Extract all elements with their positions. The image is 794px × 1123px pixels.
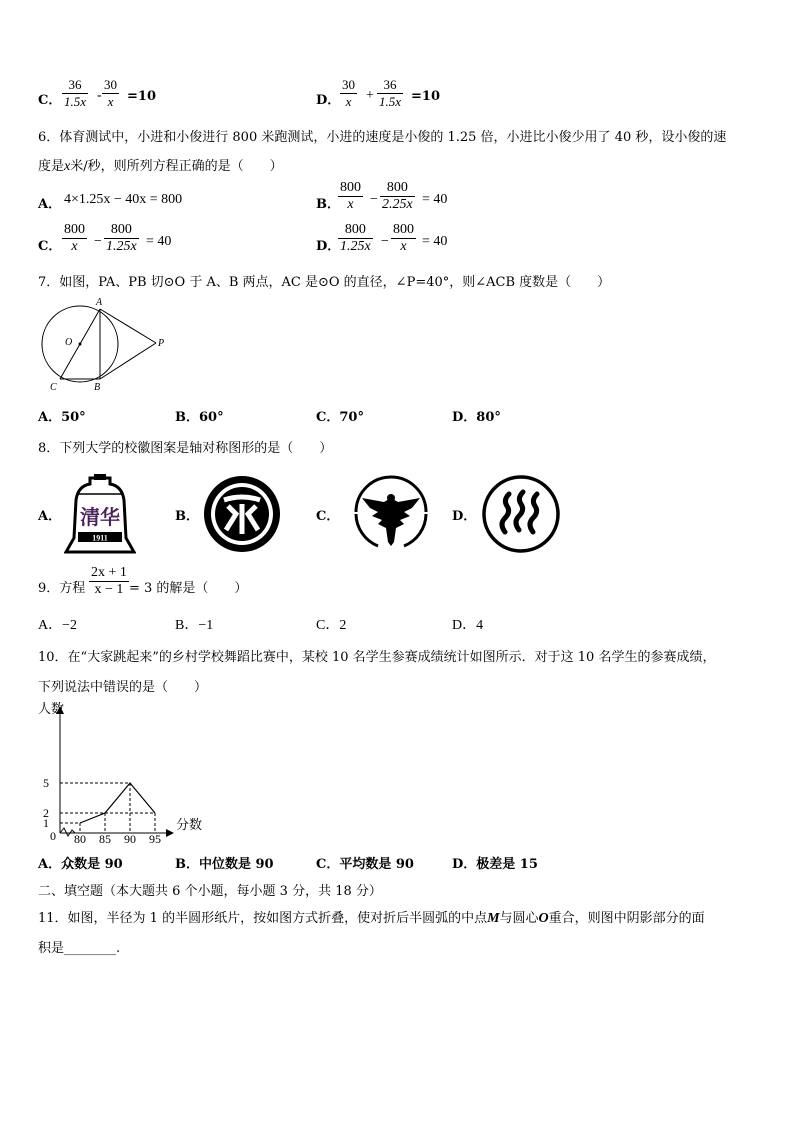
fraction-denominator: 2.25x bbox=[382, 197, 413, 212]
q11-stem-line-2: 积是________. bbox=[38, 941, 121, 956]
q6-variable: x bbox=[64, 159, 71, 174]
x-axis-arrow bbox=[166, 829, 174, 837]
q10-option-d: D．极差是 15 bbox=[452, 857, 538, 872]
x-tick-label: 85 bbox=[99, 832, 111, 846]
q10-stem-line-1: 10．在“大家跳起来”的乡村学校舞蹈比赛中，某校 10 名学生参赛成绩统计如图所示．对于这 10 名学生的参赛成绩， bbox=[38, 650, 716, 665]
q9-option-a: A．−2 bbox=[38, 618, 78, 633]
q6-c-fraction-2 bbox=[104, 222, 139, 255]
axis-break bbox=[60, 828, 75, 836]
q5-c-equals: =10 bbox=[127, 89, 156, 104]
fraction-denominator: x bbox=[71, 239, 78, 254]
q6-b-equals: = 40 bbox=[422, 192, 448, 207]
q6-option-a-expression: 4×1.25x − 40x = 800 bbox=[64, 192, 183, 207]
q9-option-c: C．2 bbox=[316, 618, 347, 633]
fraction-denominator: x bbox=[345, 94, 352, 109]
q6-option-b-label: B． bbox=[316, 197, 340, 212]
q8-option-b-label: B． bbox=[175, 509, 199, 524]
fraction-denominator: 1.5x bbox=[379, 94, 402, 109]
q9-option-b: B．−1 bbox=[175, 618, 214, 633]
label-c: C bbox=[50, 382, 57, 393]
fraction-denominator: x − 1 bbox=[94, 582, 124, 597]
y-tick-label: 2 bbox=[43, 806, 49, 820]
q5-c-minus: - bbox=[97, 88, 102, 103]
q6-b-fraction-2 bbox=[380, 180, 415, 213]
label-o: O bbox=[65, 337, 73, 348]
q7-tangent-figure bbox=[30, 293, 180, 398]
q9-prefix: 9．方程 bbox=[38, 581, 86, 596]
eagle-logo-icon bbox=[348, 472, 434, 552]
q5-option-c-label: C． bbox=[38, 93, 62, 108]
fraction-numerator: 800 bbox=[104, 222, 139, 239]
fraction-denominator: x bbox=[107, 94, 114, 109]
q8-option-c-label: C． bbox=[316, 509, 340, 524]
q8-stem: 8．下列大学的校徽图案是轴对称图形的是（ ） bbox=[38, 441, 333, 456]
q11-stem-line-1 bbox=[38, 907, 705, 927]
q7-stem: 7．如图，PA、PB 切⊙O 于 A、B 两点，AC 是⊙O 的直径，∠P=40°，则∠ACB 度数是（ ） bbox=[38, 275, 611, 290]
fraction-numerator: 30 bbox=[342, 77, 355, 92]
origin-label: 0 bbox=[50, 829, 56, 843]
fraction-numerator: 36 bbox=[377, 77, 403, 94]
q8-option-d-label: D． bbox=[452, 509, 477, 524]
fraction-numerator: 800 bbox=[380, 180, 415, 197]
fraction-numerator: 30 bbox=[104, 77, 117, 92]
q9-suffix: = 3 的解是（ ） bbox=[129, 581, 248, 596]
q6-d-fraction-2 bbox=[391, 222, 416, 255]
q6-b-minus: − bbox=[370, 192, 378, 207]
q6-stem-line-1: 6．体育测试中，小进和小俊进行 800 米跑测试，小进的速度是小俊的 1.25 倍，小进比小俊少用了 40 秒，设小俊的速 bbox=[38, 130, 727, 145]
x-tick-label: 80 bbox=[74, 832, 86, 846]
q6-stem-line-2 bbox=[38, 155, 283, 175]
fraction-numerator: 800 bbox=[64, 222, 85, 237]
q6-option-a-label: A． bbox=[38, 197, 62, 212]
label-a: A bbox=[96, 297, 103, 308]
tangent-pb bbox=[100, 343, 156, 379]
q6-stem-text: 度是 bbox=[38, 159, 65, 174]
logo-a-year: 1911 bbox=[92, 533, 108, 543]
q10-option-b: B．中位数是 90 bbox=[175, 857, 274, 872]
x-tick-label: 95 bbox=[149, 832, 161, 846]
q10-option-a: A．众数是 90 bbox=[38, 857, 123, 872]
q6-c-fraction-1 bbox=[62, 222, 87, 255]
q11-text: 与圆心 bbox=[499, 911, 539, 926]
q5-d-equals: =10 bbox=[411, 89, 440, 104]
fraction-denominator: x bbox=[347, 197, 354, 212]
fraction-numerator: 2x + 1 bbox=[91, 565, 127, 580]
peking-logo-icon bbox=[202, 474, 282, 554]
q5-d-plus: + bbox=[366, 88, 374, 103]
fraction-numerator: 800 bbox=[340, 180, 361, 195]
q9-fraction bbox=[89, 565, 129, 598]
tsinghua-logo-icon bbox=[64, 472, 136, 556]
q11-text: 重合，则图中阴影部分的面 bbox=[548, 911, 705, 926]
q5-option-d-label: D． bbox=[316, 93, 341, 108]
q11-point-m: M bbox=[487, 911, 500, 926]
q5-d-fraction-1 bbox=[340, 77, 357, 110]
q7-option-a: A．50° bbox=[38, 410, 86, 425]
q6-c-minus: − bbox=[94, 234, 102, 249]
q6-option-d-label: D． bbox=[316, 239, 341, 254]
fraction-numerator: 800 bbox=[338, 222, 373, 239]
fraction-denominator: 1.25x bbox=[106, 239, 137, 254]
q7-option-b: B．60° bbox=[175, 410, 224, 425]
tangent-pa bbox=[100, 309, 156, 343]
q11-point-o: O bbox=[538, 911, 549, 926]
fraction-numerator: 800 bbox=[393, 222, 414, 237]
q6-stem-text: 米/秒，则所列方程正确的是（ ） bbox=[70, 159, 283, 174]
fraction-numerator: 36 bbox=[62, 77, 88, 94]
q6-option-c-label: C． bbox=[38, 239, 62, 254]
y-tick-label: 1 bbox=[43, 816, 49, 830]
q7-option-c: C．70° bbox=[316, 410, 364, 425]
q5-c-fraction-2 bbox=[102, 77, 119, 110]
series-line bbox=[80, 783, 155, 823]
logo-a-text: 清华 bbox=[80, 507, 120, 529]
fraction-denominator: 1.25x bbox=[340, 239, 371, 254]
q8-option-a-label: A． bbox=[38, 509, 62, 524]
q5-c-fraction-1 bbox=[62, 77, 88, 110]
fraction-denominator: 1.5x bbox=[64, 94, 87, 109]
q6-d-minus: − bbox=[381, 234, 389, 249]
center-point bbox=[79, 343, 82, 346]
q10-stem-line-2: 下列说法中错误的是（ ） bbox=[38, 680, 208, 695]
x-tick-label: 90 bbox=[124, 832, 136, 846]
q10-option-c: C．平均数是 90 bbox=[316, 857, 414, 872]
y-axis-label: 人数 bbox=[38, 701, 65, 716]
fraction-denominator: x bbox=[400, 239, 407, 254]
q6-d-equals: = 40 bbox=[422, 234, 448, 249]
y-tick-label: 5 bbox=[43, 776, 49, 790]
q10-line-chart bbox=[30, 698, 220, 848]
q5-d-fraction-2 bbox=[377, 77, 403, 110]
x-axis-label: 分数 bbox=[176, 817, 203, 832]
q11-text: 11．如图，半径为 1 的半圆形纸片，按如图方式折叠，使对折后半圆弧的中点 bbox=[38, 911, 488, 926]
label-b: B bbox=[94, 382, 101, 393]
section-2-title: 二、填空题（本大题共 6 个小题，每小题 3 分，共 18 分） bbox=[38, 884, 382, 899]
q7-option-d: D．80° bbox=[452, 410, 501, 425]
q9-option-d: D．4 bbox=[452, 618, 484, 633]
wave-logo-icon bbox=[481, 474, 561, 554]
q6-d-fraction-1 bbox=[338, 222, 373, 255]
q6-c-equals: = 40 bbox=[146, 234, 172, 249]
label-p: P bbox=[158, 338, 165, 349]
q6-b-fraction-1 bbox=[338, 180, 363, 213]
